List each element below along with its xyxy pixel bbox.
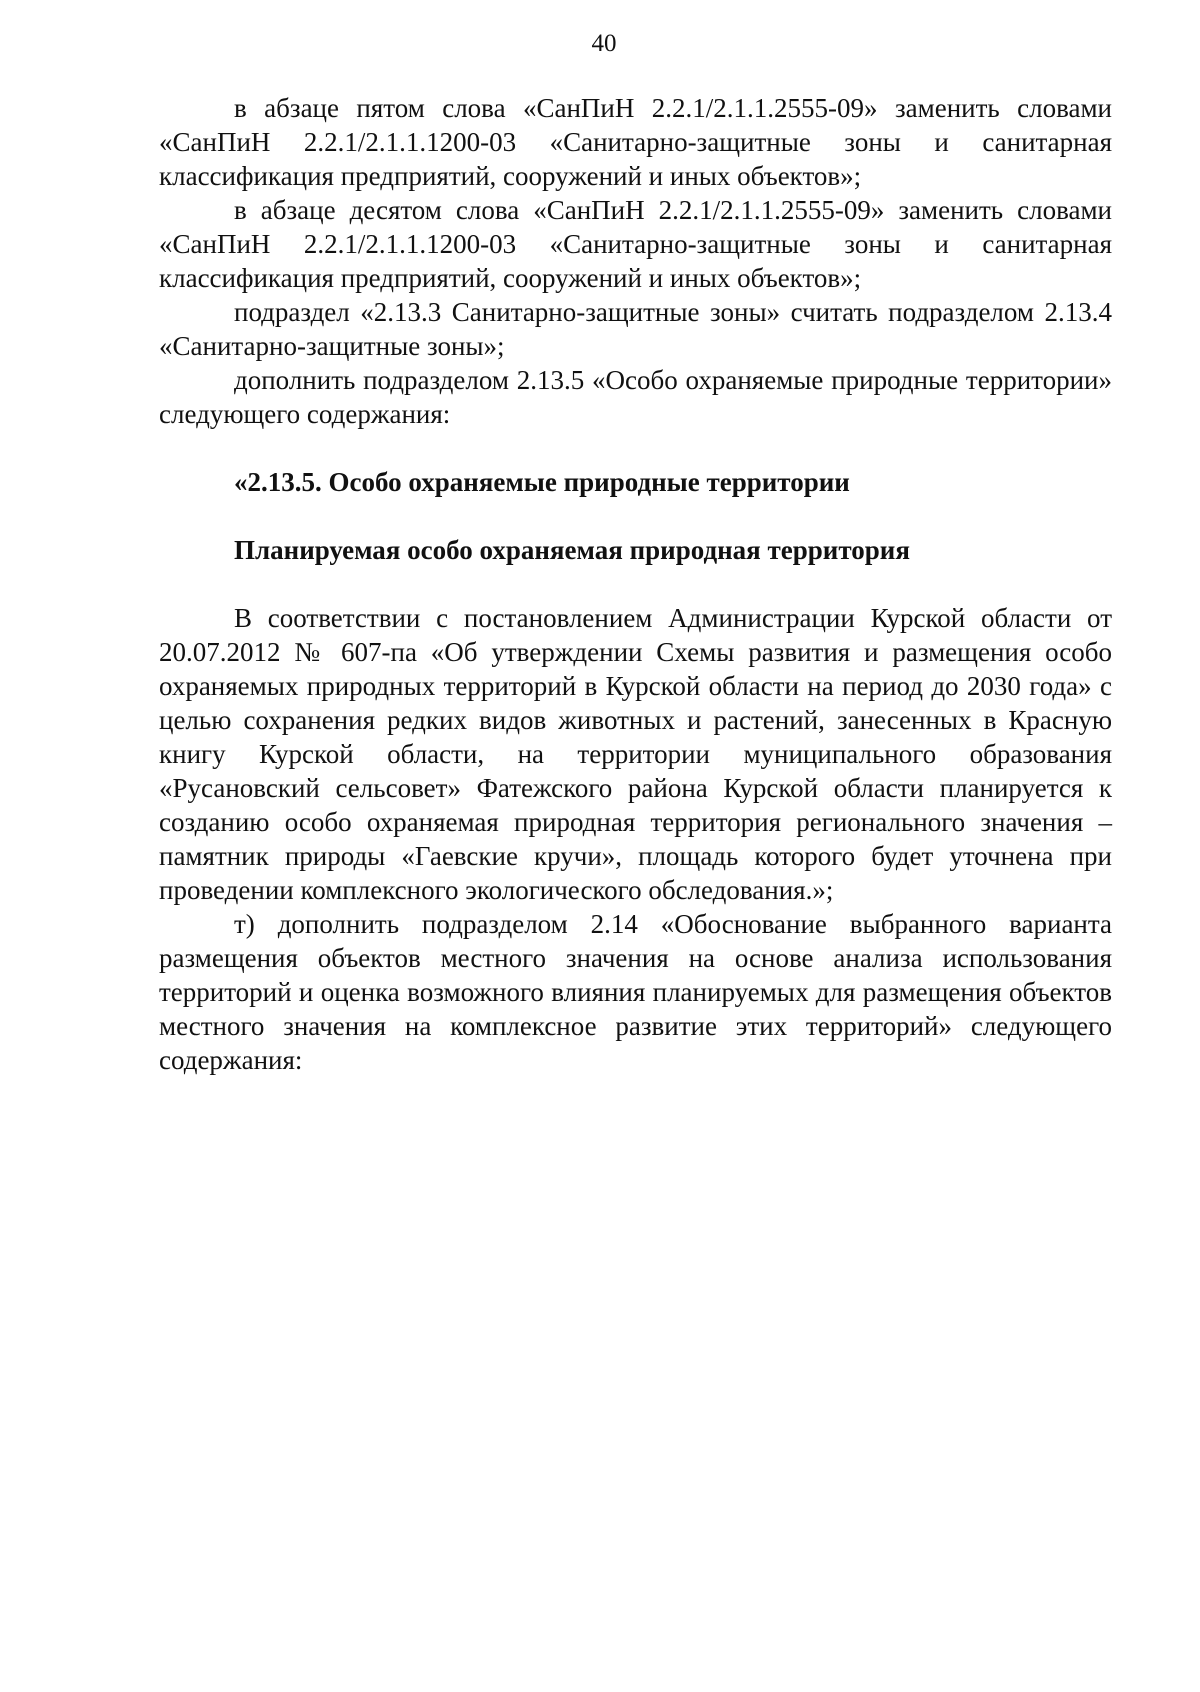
document-body (159, 91, 1112, 1077)
paragraph-renumber-subsection: подраздел «2.13.3 Санитарно-защитные зоны» считать подразделом 2.13.4 «Санитарно-защитные зоны»; (159, 297, 1112, 361)
paragraph-protected-area-description: В соответствии с постановлением Администрации Курской области от 20.07.2012 № 607-па «Об утверждении Схемы развития и размещения особо охраняемых природных территорий в Курской области на период до 2030 года» с целью сохранения редких видов животных и растений, занесенных в Красную книгу Курской области, на территории муниципального образования «Русановский сельсовет» Фатежского района Курской области планируется к созданию особо охраняемая природная территория регионального значения – памятник природы «Гаевские кручи», площадь которого будет уточнена при проведении комплексного экологического обследования.»; (159, 603, 1112, 905)
page-number: 40 (591, 30, 617, 57)
paragraph-amend-fifth-subparagraph: в абзаце пятом слова «СанПиН 2.2.1/2.1.1.2555-09» заменить словами «СанПиН 2.2.1/2.1.1.1200-03 «Санитарно-защитные зоны и санитарная классификация предприятий, сооружений и иных объектов»; (159, 93, 1112, 191)
paragraph-amend-tenth-subparagraph: в абзаце десятом слова «СанПиН 2.2.1/2.1.1.2555-09» заменить словами «СанПиН 2.2.1/2.1.1.1200-03 «Санитарно-защитные зоны и санитарная классификация предприятий, сооружений и иных объектов»; (159, 195, 1112, 293)
section-heading: «2.13.5. Особо охраняемые природные территории (234, 467, 850, 497)
subsection-heading: Планируемая особо охраняемая природная территория (234, 535, 910, 565)
paragraph-add-subsection: дополнить подразделом 2.13.5 «Особо охраняемые природные территории» следующего содержания: (159, 365, 1112, 429)
paragraph-add-subsection-2-14: т) дополнить подразделом 2.14 «Обоснование выбранного варианта размещения объектов местного значения на основе анализа использования территорий и оценка возможного влияния планируемых для размещения объектов местного значения на комплексное развитие этих территорий» следующего содержания: (159, 909, 1112, 1075)
